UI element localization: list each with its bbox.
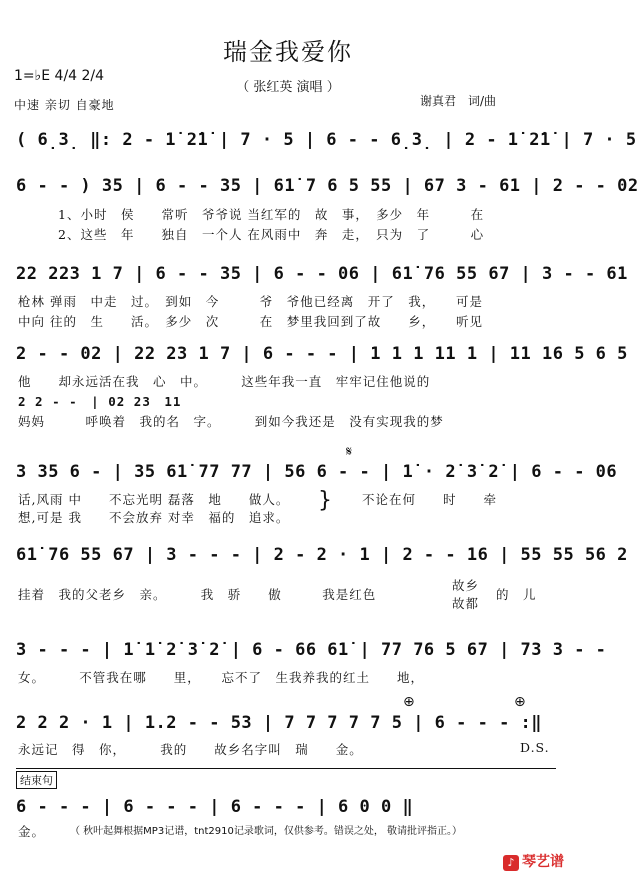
- coda-icon: ⊕: [403, 694, 415, 710]
- lyric-line-4a: 话,风雨 中 不忘光明 磊落 地 做人。: [18, 492, 290, 507]
- da-segno: D.S.: [520, 740, 550, 755]
- song-title: 瑞金我爱你: [223, 38, 353, 66]
- score-row-3: 22 223 1 7 | 6 - - 35 | 6 - - 06 | 61̇ 76 55 67 | 3 - - 61: [16, 264, 628, 284]
- lyric-line-6: 女。 不管我在哪 里， 忘不了 生我养我的红土 地，: [18, 670, 425, 685]
- lyric-line-1b: 2、这些 年 独自 一个人 在风雨中 奔 走， 只为 了 心: [58, 227, 485, 242]
- score-row-5: 3 35 6 - | 35 61̇ 77 77 | 56 6 - - | 1̇ · 2̇ 3̇ 2̇ | 6 - - 06: [16, 462, 618, 482]
- ending-lyric: 金。: [18, 824, 46, 839]
- score-row-6: 61̇ 76 55 67 | 3 - - - | 2 - 2 · 1 | 2 - - 16 | 55 55 56 2: [16, 545, 628, 565]
- lyric-line-5-end: 的 儿: [496, 587, 537, 602]
- lyric-line-3b: 妈妈 呼唤着 我的名 字。 到如今我还是 没有实现我的梦: [18, 414, 444, 429]
- lyric-alt-lower: 故都: [452, 596, 480, 611]
- site-logo: [503, 851, 564, 871]
- ending-divider: [16, 768, 556, 769]
- alt-notation: 2 2 - - | 02 23 11: [18, 394, 182, 409]
- coda-icon-2: ⊕: [514, 694, 526, 710]
- segno-icon: 𝄋: [346, 444, 353, 460]
- lyric-alt-upper: 故乡: [452, 578, 480, 593]
- tempo-marking: 中速 亲切 自豪地: [14, 98, 115, 112]
- lyric-line-4b: 想,可是 我 不会放弃 对幸 福的 追求。: [18, 510, 290, 525]
- ending-label: 结束句: [16, 771, 57, 789]
- lyric-line-3a: 他 却永远活在我 心 中。 这些年我一直 牢牢记住他说的: [18, 374, 431, 389]
- brace-icon: }: [318, 488, 332, 513]
- transcription-note: （ 秋叶起舞根据MP3记谱，tnt2910记录歌词，仅供参考。错误之处， 敬请批评指正。）: [70, 826, 463, 837]
- score-row-2: 6 - - ) 35 | 6 - - 35 | 61̇ 7 6 5 55 | 67 3 - 61 | 2 - - 02: [16, 176, 639, 196]
- score-row-8: 2 2 2 · 1 | 1.2 - - 53 | 7 7 7 7 7 5 | 6 - - - :‖: [16, 713, 543, 733]
- lyric-line-4c: 不论在何 时 牵: [362, 492, 498, 507]
- composer-credit: 谢真君 词/曲: [420, 94, 497, 108]
- score-row-4: 2 - - 02 | 22 23 1 7 | 6 - - - | 1 1 1 11 1 | 11 16 5 6 5: [16, 344, 628, 364]
- song-subtitle: （ 张红英 演唱 ）: [236, 80, 340, 95]
- lyric-line-5: 挂着 我的父老乡 亲。 我 骄 傲 我是红色: [18, 587, 377, 602]
- lyric-line-2b: 中向 往的 生 活。 多少 次 在 梦里我回到了故 乡， 听见: [18, 314, 483, 329]
- score-row-ending: 6 - - - | 6 - - - | 6 - - - | 6 0 0 ‖: [16, 797, 414, 817]
- lyric-line-7: 永远记 得 你， 我的 故乡名字叫 瑞 金。: [18, 742, 363, 757]
- score-row-7: 3 - - - | 1̇ 1̇ 2̇ 3̇ 2̇ | 6 - 66 61̇ | 77 76 5 67 | 73 3 - -: [16, 640, 607, 660]
- score-row-1: ( 6̣3̣ ‖: 2 - 1̇ 2̇1̇ | 7 · 5 | 6 - - 6̣3̣ | 2 - 1̇ 2̇1̇ | 7 · 5: [16, 130, 637, 150]
- logo-text: 琴艺谱: [522, 854, 564, 870]
- lyric-line-2a: 枪林 弹雨 中走 过。 到如 今 爷 爷他已经离 开了 我， 可是: [18, 294, 483, 309]
- logo-icon: ♪: [503, 855, 519, 871]
- key-signature: 1=♭E 4/4 2/4: [14, 68, 105, 84]
- lyric-line-1a: 1、小时 侯 常听 爷爷说 当红军的 故 事， 多少 年 在: [58, 207, 485, 222]
